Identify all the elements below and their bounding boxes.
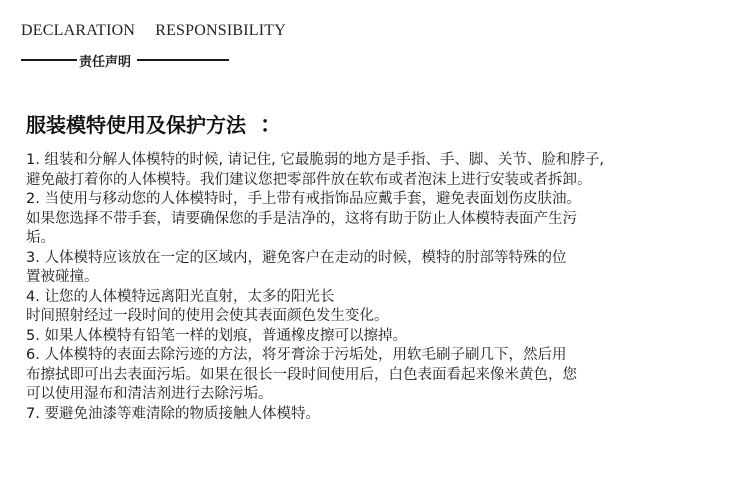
header-responsibility: RESPONSIBILITY: [155, 22, 287, 39]
instructions-body: [26, 151, 726, 424]
text-line: 6. 人体模特的表面去除污迹的方法，将牙膏涂于污垢处，用软毛刷子刷几下，然后用: [26, 347, 567, 363]
text-line: 1. 组装和分解人体模特的时候, 请记住, 它最脆弱的地方是手指、手、脚、关节、脸和脖子,: [26, 152, 604, 168]
text-line: 4. 让您的人体模特远离阳光直射，太多的阳光长: [26, 288, 335, 305]
text-line: 可以使用湿布和清洁剂进行去除污垢。: [26, 386, 273, 402]
text-line: 5. 如果人体模特有铅笔一样的划痕，普通橡皮擦可以擦掉。: [26, 327, 407, 344]
text-line: 时间照射经过一段时间的使用会使其表面颜色发生变化。: [26, 308, 389, 324]
text-line: 7. 要避免油漆等难清除的物质接触人体模特。: [26, 405, 320, 422]
header-rule-right: [137, 59, 229, 61]
header-cn-label: 责任声明: [79, 54, 132, 70]
text-line: 布擦拭即可出去表面污垢。如果在很长一段时间使用后，白色表面看起来像米黄色，您: [26, 366, 577, 383]
header-declaration: DECLARATION: [21, 22, 136, 39]
title-text: 服装模特使用及保护方法: [26, 113, 246, 137]
header-english: [21, 22, 286, 40]
header-rule-left: [21, 59, 77, 61]
text-line: 2. 当使用与移动您的人体模特时，手上带有戒指饰品应戴手套，避免表面划伤皮肤油。: [26, 191, 581, 207]
header-chinese: [21, 50, 229, 70]
text-line: 垢。: [26, 230, 55, 246]
text-line: 如果您选择不带手套，请要确保您的手是洁净的，这将有助于防止人体模特表面产生污: [26, 210, 577, 227]
title-colon: ：: [260, 113, 283, 138]
text-line: 避免敲打着你的人体模特。我们建议您把零部件放在软布或者泡沫上进行安装或者拆卸。: [26, 171, 592, 188]
page-title: [26, 108, 282, 139]
text-line: 3. 人体模特应该放在一定的区域内，避免客户在走动的时候，模特的肘部等特殊的位: [26, 249, 567, 266]
text-line: 置被碰撞。: [26, 269, 99, 285]
